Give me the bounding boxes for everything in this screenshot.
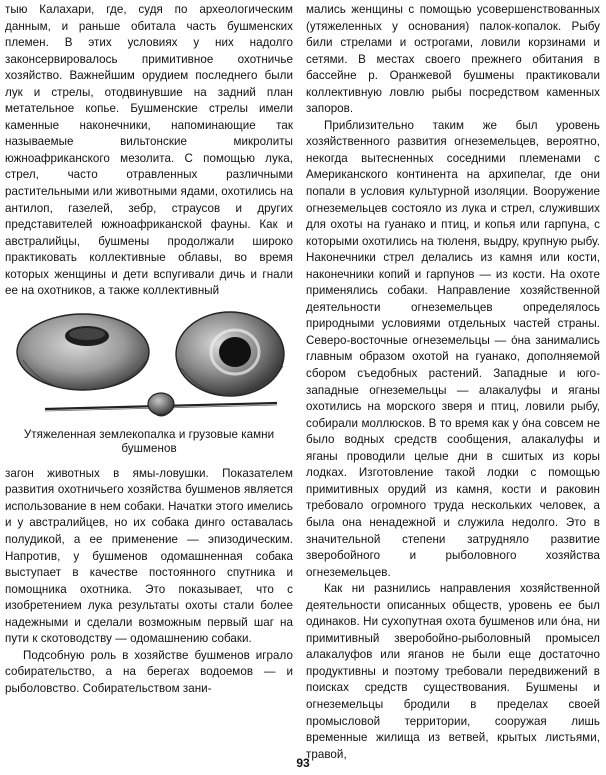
digging-stick-and-weight-stones-illustration bbox=[5, 308, 293, 426]
left-paragraph-bottom-1: загон животных в ямы-ловушки. Показателем развития охотничьего хозяйства бушменов является использование в нем собаки. Начатки этого имелись и у австралийцев, но их собака динго оставалась полудикой, а ее применение — эпизодическим. Напротив, у бушменов одомашненная собака выступает в качестве постоянного спутника и помощника охотника. Это показывает, что с изобретением лука результаты охоты стали более надежными и сделали возможным первый шаг на пути к скотоводству — одомашнению собаки. bbox=[5, 466, 293, 646]
right-paragraph-3: Как ни разнились направления хозяйственной деятельности описанных обществ, уровень ее был одинаков. Ни сухопутная охота бушменов или óна, ни примитивный зверобойно-рыболовный промысел алакалуфов или яганов не были еще достаточно продуктивны и поэтому требовали передвижений в поисках средств существования. Бушмены и огнеземельцы бродили в пределах своей промысловой территории, сооружая лишь временные жилища из ветвей, крытых листьями, травой, bbox=[306, 582, 600, 761]
figure-caption: Утяжеленная землекопалка и грузовые камни бушменов bbox=[23, 427, 275, 455]
left-paragraph-top: тыю Калахари, где, судя по археологическим данным, и раньше обитала часть бушменских племен. В этих условиях у них надолго законсервировалось примитивное охотничье хозяйство. Важнейшим орудием последнего были лук и стрелы, отодвинувшие на задний план метательное копье. Бушменские стрелы имели каменные наконечники, напоминающие так называемые вильтонские микролиты южноафриканского мезолита. С помощью лука, стрел, часто отравленных различными растительными или животными ядами, охотились на антилоп, газелей, зебр, страусов и других представителей южноафриканской фауны. Как и австралийцы, бушмены продолжали широко практиковать коллективные облавы, во время которых женщины и дети вспугивали дичь и гнали ее на охотников, а также коллективный bbox=[5, 3, 293, 298]
page-number: 93 bbox=[296, 756, 310, 770]
right-paragraph-2: Приблизительно таким же был уровень хозяйственного развития огнеземельцев, вероятно, некогда вытесненных соседними племенами с Американского континента на архипелаг, где они попали в условия культурной изоляции. Вооружение огнеземельцев состояло из лука и стрел, служивших для охоты на гуанако и птиц, и копья или гарпуна, с которыми охотились на тюленя, выдру, крупную рыбу. Наконечники стрел делались из камня или кости, наконечники копий и гарпунов — из кости. На охоте применялись собаки. Направление хозяйственной деятельности огнеземельцев определялось природными условиями отдельных частей страны. Северо-восточные огнеземельцы — óна занимались главным образом охотой на гуанако, дополняемой сбором съедобных растений. Западные и юго-западные огнеземельцы — алакалуфы и яганы охотились на морского зверя и птиц, ловили рыбу, собирали моллюсков. В то время как у óна совсем не было водных средств сообщения, алакалуфы и яганы проводили целые дни в сшитых из коры лодках. Изготовление такой лодки с помощью примитивных орудий из камня, кости и раковин требовало огромного труда нескольких человек, а была она ненадежной и служила недолго. Это в значительной степени затрудняло развитие зверобойного и рыболовного хозяйства огнеземельцев. bbox=[306, 118, 600, 579]
right-column bbox=[306, 2, 600, 763]
right-paragraph-1: мались женщины с помощью усовершенствованных (утяжеленных у основания) палок-копалок. Рыбу били стрелами и острогами, ловили корзинами и сетями. В местах своего прежнего обитания в бассейне р. Оранжевой бушмены практиковали коллективную ловлю рыбы посредством каменных запоров. bbox=[306, 3, 600, 116]
weight-stone-left bbox=[17, 314, 149, 390]
left-column bbox=[5, 2, 293, 698]
left-paragraph-bottom-2: Подсобную роль в хозяйстве бушменов играло собирательство, а на берегах водоемов — и рыболовство. Собирательством зани- bbox=[5, 648, 293, 695]
digging-stick bbox=[45, 393, 277, 416]
weight-stone-right bbox=[176, 312, 284, 396]
stone-figure bbox=[5, 308, 293, 426]
